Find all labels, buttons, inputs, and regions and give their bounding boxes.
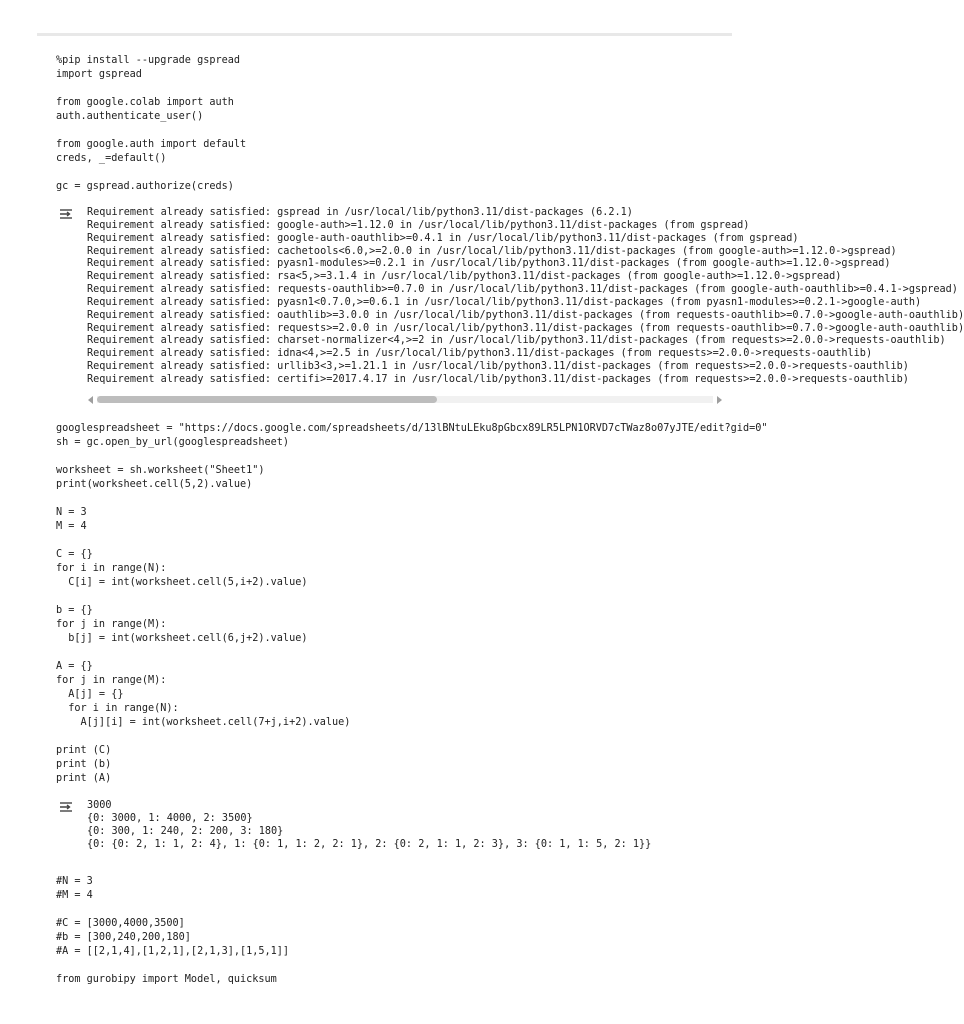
code-line: C[i] = int(worksheet.cell(5,i+2).value) (56, 577, 308, 588)
scroll-right-icon[interactable] (717, 396, 722, 404)
scroll-left-icon[interactable] (88, 396, 93, 404)
code-line (56, 124, 246, 138)
code-line: print(worksheet.cell(5,2).value) (56, 479, 253, 490)
code-line (56, 166, 246, 180)
code-line: %pip install --upgrade gspread (56, 55, 241, 66)
code-line: for j in range(M): (56, 675, 167, 686)
output-line: Requirement already satisfied: requests>=2.0.0 in /usr/local/lib/python3.11/dist-packages (from requests-oauthlib>=0.7.0->google-auth-oauthlib) (87, 322, 964, 334)
output-line: Requirement already satisfied: idna<4,>=2.5 in /usr/local/lib/python3.11/dist-packages (from requests>=2.0.0->requests-oauthlib) (87, 348, 873, 360)
code-line: #b = [300,240,200,180] (56, 932, 191, 943)
output-line: {0: {0: 2, 1: 1, 2: 4}, 1: {0: 1, 1: 2, 2: 1}, 2: {0: 2, 1: 1, 2: 3}, 3: {0: 1, 1: 5, 2: 1}} (87, 838, 652, 850)
code-line: print (A) (56, 773, 112, 784)
code-line: from google.colab import auth (56, 97, 234, 108)
output-line: Requirement already satisfied: google-auth-oauthlib>=0.4.1 in /usr/local/lib/python3.11/dist-packages (from gspread) (87, 232, 799, 244)
output-line: Requirement already satisfied: oauthlib>=3.0.0 in /usr/local/lib/python3.11/dist-packages (from requests-oauthlib>=0.7.0->google-auth-oauthlib) (87, 309, 964, 321)
output-line: Requirement already satisfied: pyasn1-modules>=0.2.1 in /usr/local/lib/python3.11/dist-packages (from google-auth>=1.12.0->gspread) (87, 258, 891, 270)
scrollbar-thumb[interactable] (97, 396, 437, 403)
code-line: auth.authenticate_user() (56, 111, 204, 122)
code-line (56, 646, 732, 660)
output-cell-2 (87, 800, 730, 851)
output-line: Requirement already satisfied: urllib3<3,>=1.21.1 in /usr/local/lib/python3.11/dist-packages (from requests>=2.0.0->requests-oauthlib) (87, 361, 909, 373)
code-line: worksheet = sh.worksheet("Sheet1") (56, 465, 265, 476)
code-cell-1[interactable] (56, 54, 246, 194)
code-line (56, 959, 289, 973)
code-line: M = 4 (56, 521, 87, 532)
code-line: A[j][i] = int(worksheet.cell(7+j,i+2).value) (56, 717, 351, 728)
code-line (56, 492, 732, 506)
output-toggle-icon[interactable] (57, 207, 77, 221)
code-cell-3[interactable] (56, 875, 289, 987)
code-line: A = {} (56, 661, 93, 672)
code-line: for j in range(M): (56, 619, 167, 630)
code-line (56, 903, 289, 917)
output-line: Requirement already satisfied: pyasn1<0.7.0,>=0.6.1 in /usr/local/lib/python3.11/dist-packages (from pyasn1-modules>=0.2.1->google-auth) (87, 296, 922, 308)
output-line: Requirement already satisfied: gspread in /usr/local/lib/python3.11/dist-packages (6.2.1) (87, 207, 633, 218)
output-line: Requirement already satisfied: rsa<5,>=3.1.4 in /usr/local/lib/python3.11/dist-packages (from google-auth>=1.12.0->gspread) (87, 271, 842, 283)
code-line (56, 82, 246, 96)
cell-separator (37, 33, 732, 36)
code-line: A[j] = {} (56, 689, 124, 700)
code-line: b = {} (56, 605, 93, 616)
code-line (56, 450, 732, 464)
output-horizontal-scrollbar[interactable] (87, 393, 723, 407)
output-line: {0: 3000, 1: 4000, 2: 3500} (87, 812, 253, 824)
code-line (56, 730, 732, 744)
code-line (56, 534, 732, 548)
output-toggle-icon[interactable] (57, 800, 77, 814)
output-line: Requirement already satisfied: certifi>=2017.4.17 in /usr/local/lib/python3.11/dist-packages (from requests>=2.0.0->requests-oauthlib) (87, 373, 909, 385)
output-line: 3000 (87, 800, 112, 811)
code-line (56, 590, 732, 604)
code-line: from gurobipy import Model, quicksum (56, 974, 277, 985)
code-line: #N = 3 (56, 876, 93, 887)
output-line: {0: 300, 1: 240, 2: 200, 3: 180} (87, 825, 284, 837)
code-line: C = {} (56, 549, 93, 560)
output-cell-1 (87, 207, 964, 389)
code-line: b[j] = int(worksheet.cell(6,j+2).value) (56, 633, 308, 644)
code-line: #C = [3000,4000,3500] (56, 918, 185, 929)
code-line: import gspread (56, 69, 142, 80)
code-line: print (b) (56, 759, 112, 770)
code-line: gc = gspread.authorize(creds) (56, 181, 234, 192)
code-line: N = 3 (56, 507, 87, 518)
code-cell-2[interactable] (56, 422, 768, 786)
code-line: for i in range(N): (56, 563, 167, 574)
code-line: from google.auth import default (56, 139, 247, 150)
code-line: googlespreadsheet = "https://docs.google.com/spreadsheets/d/13lBNtuLEku8pGbcx89LR5LPN1ORVD7cTWaz8o07yJTE/edit?gid=0" (56, 423, 768, 434)
output-line: Requirement already satisfied: requests-oauthlib>=0.7.0 in /usr/local/lib/python3.11/dist-packages (from google-auth-oauthlib>=0.4.1->gspread) (87, 284, 958, 296)
code-line: #A = [[2,1,4],[1,2,1],[2,1,3],[1,5,1]] (56, 946, 290, 957)
output-line: Requirement already satisfied: cachetools<6.0,>=2.0.0 in /usr/local/lib/python3.11/dist-packages (from google-auth>=1.12.0->gspread) (87, 245, 897, 257)
code-line: #M = 4 (56, 890, 93, 901)
code-line: sh = gc.open_by_url(googlespreadsheet) (56, 437, 290, 448)
code-line: print (C) (56, 745, 112, 756)
code-line: for i in range(N): (56, 703, 179, 714)
output-line: Requirement already satisfied: charset-normalizer<4,>=2 in /usr/local/lib/python3.11/dist-packages (from requests>=2.0.0->requests-oauthlib) (87, 335, 946, 347)
code-line: creds, _=default() (56, 153, 167, 164)
output-line: Requirement already satisfied: google-auth>=1.12.0 in /usr/local/lib/python3.11/dist-packages (from gspread) (87, 219, 750, 231)
